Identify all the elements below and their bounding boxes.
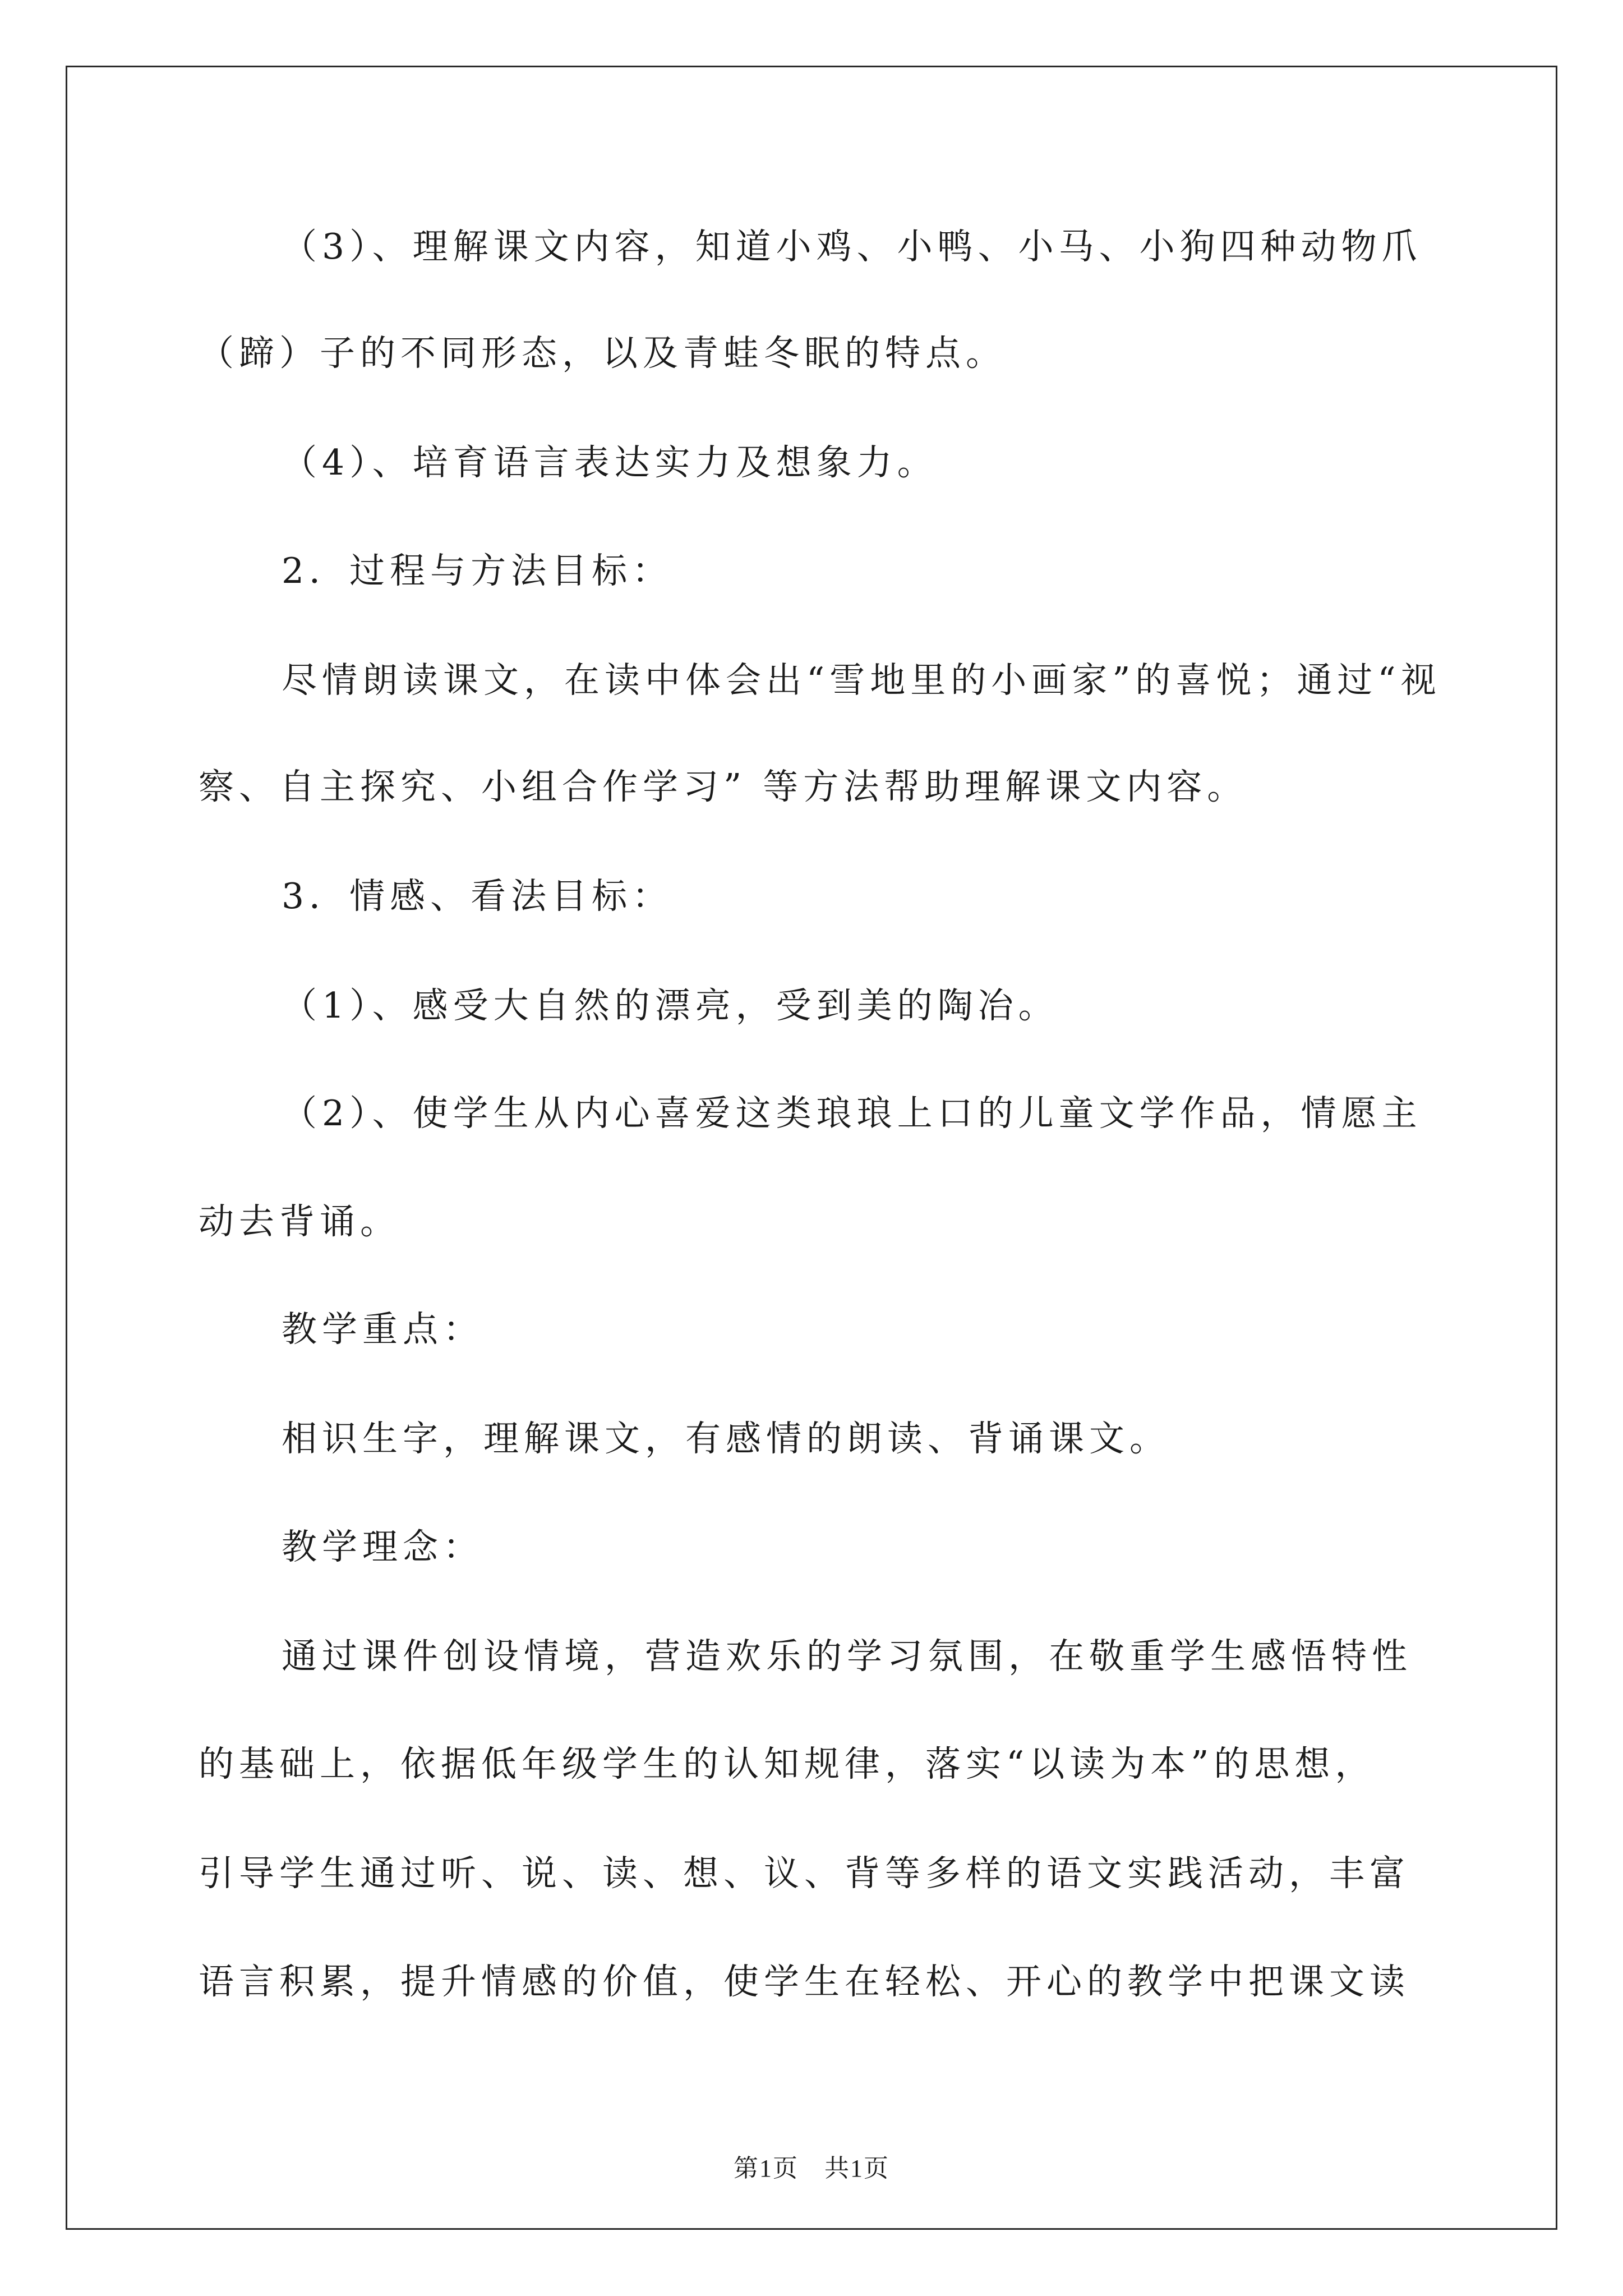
section-heading: 2．过程与方法目标： xyxy=(282,550,673,591)
paragraph-line: （1）、感受大自然的漂亮，受到美的陶冶。 xyxy=(282,985,1059,1026)
section-heading: 教学理念： xyxy=(282,1526,483,1567)
section-heading: 教学重点： xyxy=(282,1309,483,1350)
paragraph-line: 动去背诵。 xyxy=(199,1201,400,1242)
paragraph-line: 相识生字，理解课文，有感情的朗读、背诵课文。 xyxy=(282,1418,1170,1459)
paragraph-line: （2）、使学生从内心喜爱这类琅琅上口的儿童文学作品，情愿主 xyxy=(282,1093,1422,1134)
paragraph-line: （蹄）子的不同形态，以及青蛙冬眠的特点。 xyxy=(199,333,1006,374)
paragraph-line: 通过课件创设情境，营造欢乐的学习氛围，在敬重学生感悟特性 xyxy=(282,1636,1412,1677)
paragraph-line: （3）、理解课文内容，知道小鸡、小鸭、小马、小狗四种动物爪 xyxy=(282,226,1422,267)
paragraph-line: 尽情朗读课文，在读中体会出“雪地里的小画家”的喜悦；通过“视 xyxy=(282,660,1441,701)
paragraph-line: 引导学生通过听、说、读、想、议、背等多样的语文实践活动，丰富 xyxy=(199,1853,1410,1894)
paragraph-line: 的基础上，依据低年级学生的认知规律，落实“以读为本”的思想， xyxy=(199,1743,1376,1784)
section-heading: 3．情感、看法目标： xyxy=(282,876,673,917)
paragraph-line: （4）、培育语言表达实力及想象力。 xyxy=(282,442,938,483)
page-number-footer: 第1页 共1页 xyxy=(734,2155,889,2182)
paragraph-line: 语言积累，提升情感的价值，使学生在轻松、开心的教学中把课文读 xyxy=(199,1961,1410,2002)
page-border xyxy=(66,66,1557,2230)
paragraph-line: 察、自主探究、小组合作学习” 等方法帮助理解课文内容。 xyxy=(199,766,1248,807)
